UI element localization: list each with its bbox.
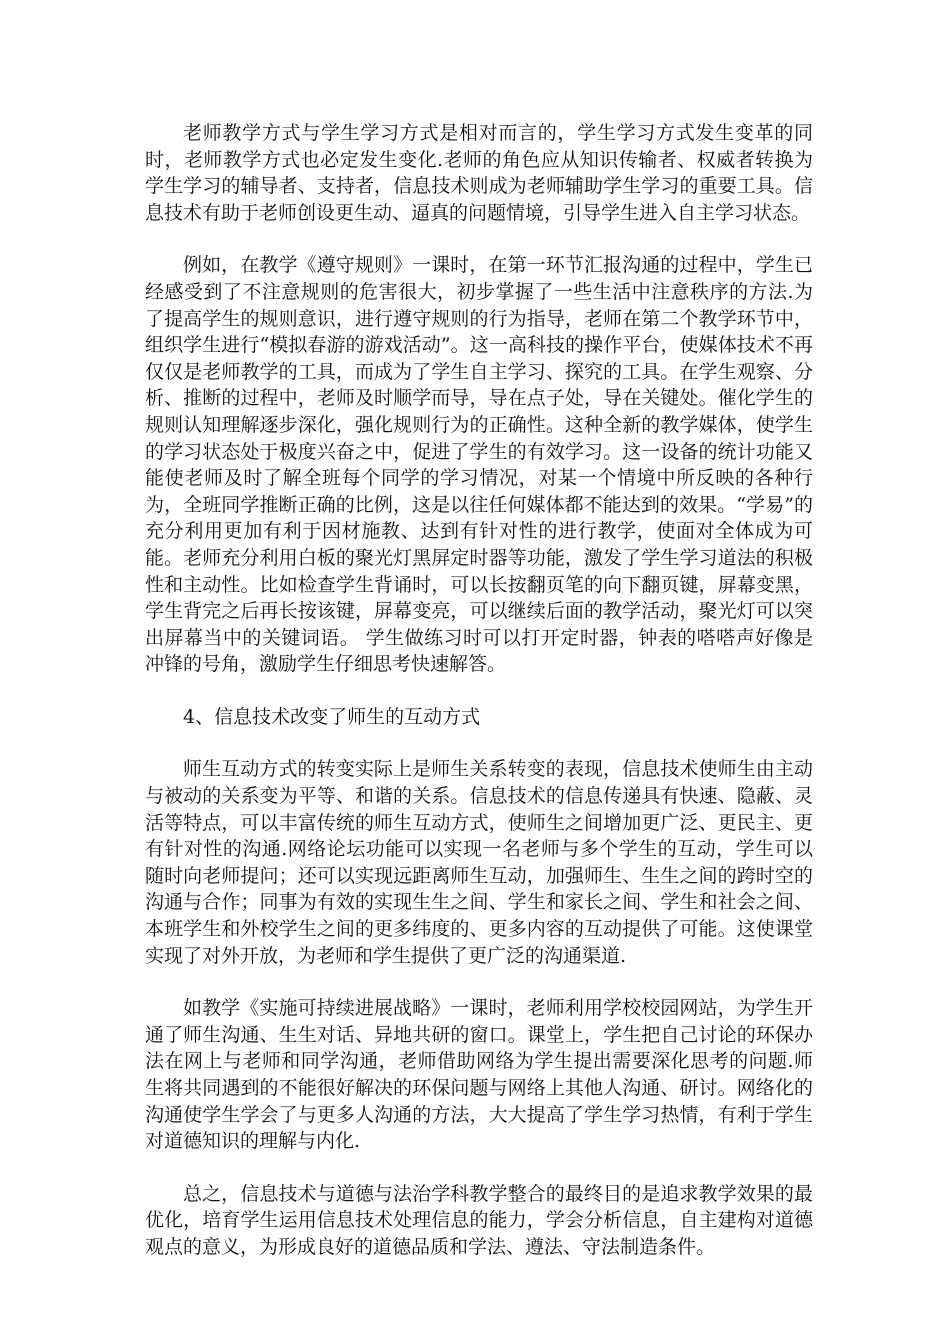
paragraph-conclusion: 总之，信息技术与道德与法治学科教学整合的最终目的是追求教学效果的最优化，培育学生运用信息技术处理信息的能力，学会分析信息，自主建构对道德观点的意义，为形成良好的道德品质和学法、遵法、守法制造条件。 xyxy=(145,1182,813,1258)
paragraph-example-rules-lesson: 例如，在教学《遵守规则》一课时，在第一环节汇报沟通的过程中，学生已经感受到了不注意规则的危害很大，初步掌握了一些生活中注意秩序的方法.为了提高学生的规则意识，进行遵守规则的行为指导，老师在第二个教学环节中，组织学生进行“模拟春游的游戏活动”。这一高科技的操作平台，使媒体技术不再仅仅是老师教学的工具，而成为了学生自主学习、探究的工具。在学生观察、分析、推断的过程中，老师及时顺学而导，导在点子处，导在关键处。催化学生的规则认知理解逐步深化，强化规则行为的正确性。这种全新的教学媒体，使学生的学习状态处于极度兴奋之中，促进了学生的有效学习。这一设备的统计功能又能使老师及时了解全班每个同学的学习情况，对某一个情境中所反映的各种行为，全班同学推断正确的比例，这是以往任何媒体都不能达到的效果。“学易”的充分利用更加有利于因材施教、达到有针对性的进行教学，使面对全体成为可能。老师充分利用白板的聚光灯黑屏定时器等功能，激发了学生学习道法的积极性和主动性。比如检查学生背诵时，可以长按翻页笔的向下翻页键，屏幕变黑，学生背完之后再长按该键，屏幕变亮，可以继续后面的教学活动，聚光灯可以突出屏幕当中的关键词语。 学生做练习时可以打开定时器，钟表的嗒嗒声好像是冲锋的号角，激励学生仔细思考快速解答。 xyxy=(145,254,813,676)
paragraph-example-sustainable-development: 如教学《实施可持续进展战略》一课时，老师利用学校校园网站，为学生开通了师生沟通、生生对话、异地共研的窗口。课堂上，学生把自己讨论的环保办法在网上与老师和同学沟通，老师借助网络为学生提出需要深化思考的问题.师生将共同遇到的不能很好解决的环保问题与网络上其他人沟通、研讨。网络化的沟通使学生学会了与更多人沟通的方法，大大提高了学生学习热情，有利于学生对道德知识的理解与内化. xyxy=(145,997,813,1153)
document-body xyxy=(145,120,813,1287)
paragraph-teacher-student-interaction: 师生互动方式的转变实际上是师生关系转变的表现，信息技术使师生由主动与被动的关系变为平等、和谐的关系。信息技术的信息传递具有快速、隐蔽、灵活等特点，可以丰富传统的师生互动方式，使师生之间增加更广泛、更民主、更有针对性的沟通.网络论坛功能可以实现一名老师与多个学生的互动，学生可以随时向老师提问；还可以实现远距离师生互动，加强师生、生生之间的跨时空的沟通与合作；同事为有效的实现生生之间、学生和家长之间、学生和社会之间、本班学生和外校学生之间的更多纬度的、更多内容的互动提供了可能。这使课堂实现了对外开放，为老师和学生提供了更广泛的沟通渠道. xyxy=(145,758,813,967)
paragraph-teaching-methods: 老师教学方式与学生学习方式是相对而言的，学生学习方式发生变革的同时，老师教学方式也必定发生变化.老师的角色应从知识传输者、权威者转换为学生学习的辅导者、支持者，信息技术则成为老师辅助学生学习的重要工具。信息技术有助于老师创设更生动、逼真的问题情境，引导学生进入自主学习状态。 xyxy=(145,122,813,224)
section-heading-interaction: 4、信息技术改变了师生的互动方式 xyxy=(183,705,481,728)
